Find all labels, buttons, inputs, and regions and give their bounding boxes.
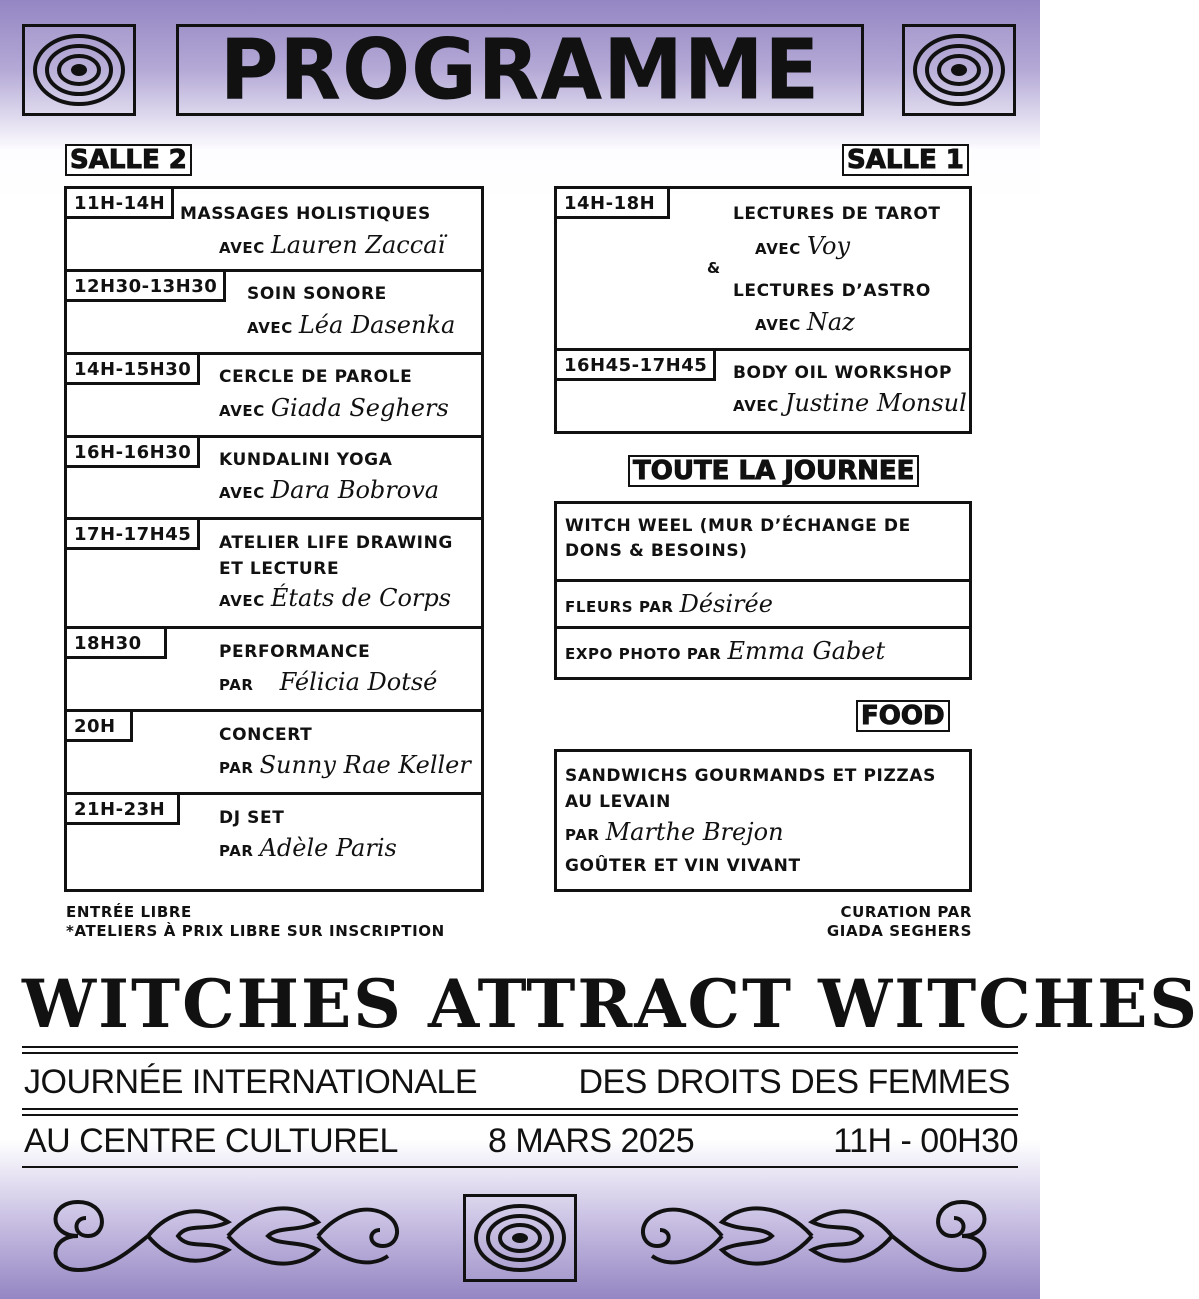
spiral-icon [466,1197,574,1279]
event-date: 8 MARS 2025 [488,1122,695,1160]
food-box [554,749,972,892]
food-host: PAR Marthe Brejon [565,818,784,846]
activity-title: BODY OIL WORKSHOP [733,363,953,383]
food-line-1: SANDWICHS GOURMANDS ET PIZZAS [565,766,936,786]
item-text: FLEURS PAR Désirée [565,590,773,618]
activity-title: MASSAGES HOLISTIQUES [180,204,431,224]
list-item [64,795,484,892]
spiral-ornament-bottom [463,1194,577,1282]
food-label: FOOD [856,700,950,732]
time-slot: 18H30 [64,626,167,659]
activity-host: PAR Sunny Rae Keller [219,751,471,779]
event-name-left: JOURNÉE INTERNATIONALE [24,1063,478,1101]
swirl-ornament-right [622,1192,1002,1280]
note-right [827,903,972,941]
time-slot: 11H-14H [64,186,174,219]
time-slot: 20H [64,709,133,742]
spiral-ornament-right [902,24,1016,116]
header-title-box [176,20,864,119]
page-title: PROGRAMME [219,20,821,119]
salle-1-schedule [554,186,972,434]
list-item [554,582,972,629]
time-slot: 14H-15H30 [64,352,200,385]
list-item [64,438,484,520]
activity-title-2: LECTURES D’ASTRO [733,281,931,301]
item-text: EXPO PHOTO PAR Emma Gabet [565,637,886,665]
activity-host: PAR Adèle Paris [219,834,397,862]
curation-label: CURATION PAR [840,903,972,921]
activity-host: PAR Félicia Dotsé [219,668,438,696]
list-item [64,712,484,795]
spiral-icon [905,27,1013,113]
list-item [554,351,972,434]
event-name-right: DES DROITS DES FEMMES [578,1063,1010,1101]
divider [22,1108,1018,1116]
time-slot: 12H30-13H30 [64,269,226,302]
note-workshops: *ATELIERS À PRIX LIBRE SUR INSCRIPTION [66,922,445,940]
item-text-line-2: DONS & BESOINS) [565,541,748,561]
time-slot: 16H45-17H45 [554,348,716,381]
swirl-ornament-left [38,1192,418,1280]
all-day-schedule [554,501,972,680]
divider [22,1046,1018,1054]
list-item [64,186,484,272]
activity-title: PERFORMANCE [219,642,371,662]
activity-host: AVEC Lauren Zaccaï [219,231,446,259]
salle-1-label: SALLE 1 [842,144,969,176]
activity-title: CONCERT [219,725,313,745]
time-slot: 14H-18H [554,186,670,219]
list-item [64,272,484,355]
venue: AU CENTRE CULTUREL [24,1122,398,1160]
food-line-2: AU LEVAIN [565,792,671,812]
event-hours: 11H - 00H30 [833,1122,1018,1160]
list-item [64,520,484,629]
salle-2-schedule [64,186,484,892]
food-line-3: GOÛTER ET VIN VIVANT [565,856,801,876]
curator-name: GIADA SEGHERS [826,922,972,940]
swirl-ornament-icon [38,1192,418,1280]
list-item [554,501,972,582]
item-text: WITCH WEEL (MUR D’ÉCHANGE DE [565,516,911,536]
all-day-label: TOUTE LA JOURNEE [628,455,919,487]
swirl-ornament-icon [622,1192,1002,1280]
list-item [64,355,484,438]
activity-title: KUNDALINI YOGA [219,450,393,470]
note-left [66,903,445,941]
activity-host: AVEC Dara Bobrova [219,476,440,504]
ampersand: & [707,259,721,277]
divider [22,1166,1018,1168]
salle-2-label: SALLE 2 [65,144,192,176]
time-slot: 17H-17H45 [64,517,200,550]
spiral-icon [25,27,133,113]
activity-host: AVEC Justine Monsul [733,389,967,417]
activity-host-2: AVEC Naz [755,308,855,336]
time-slot: 16H-16H30 [64,435,200,468]
list-item [554,629,972,680]
note-entry: ENTRÉE LIBRE [66,903,192,921]
activity-host: AVEC Léa Dasenka [247,311,456,339]
activity-host: AVEC Giada Seghers [219,394,449,422]
activity-host: AVEC Voy [755,232,850,260]
list-item [554,186,972,351]
list-item [64,629,484,712]
activity-title: ATELIER LIFE DRAWING [219,533,453,553]
activity-host: AVEC États de Corps [219,584,452,612]
activity-title: DJ SET [219,808,285,828]
activity-title: SOIN SONORE [247,284,387,304]
headline: WITCHES ATTRACT WITCHES [22,965,1199,1043]
activity-title: CERCLE DE PAROLE [219,367,413,387]
time-slot: 21H-23H [64,792,180,825]
activity-title: LECTURES DE TAROT [733,204,941,224]
activity-title-line-2: ET LECTURE [219,559,340,579]
spiral-ornament-left [22,24,136,116]
